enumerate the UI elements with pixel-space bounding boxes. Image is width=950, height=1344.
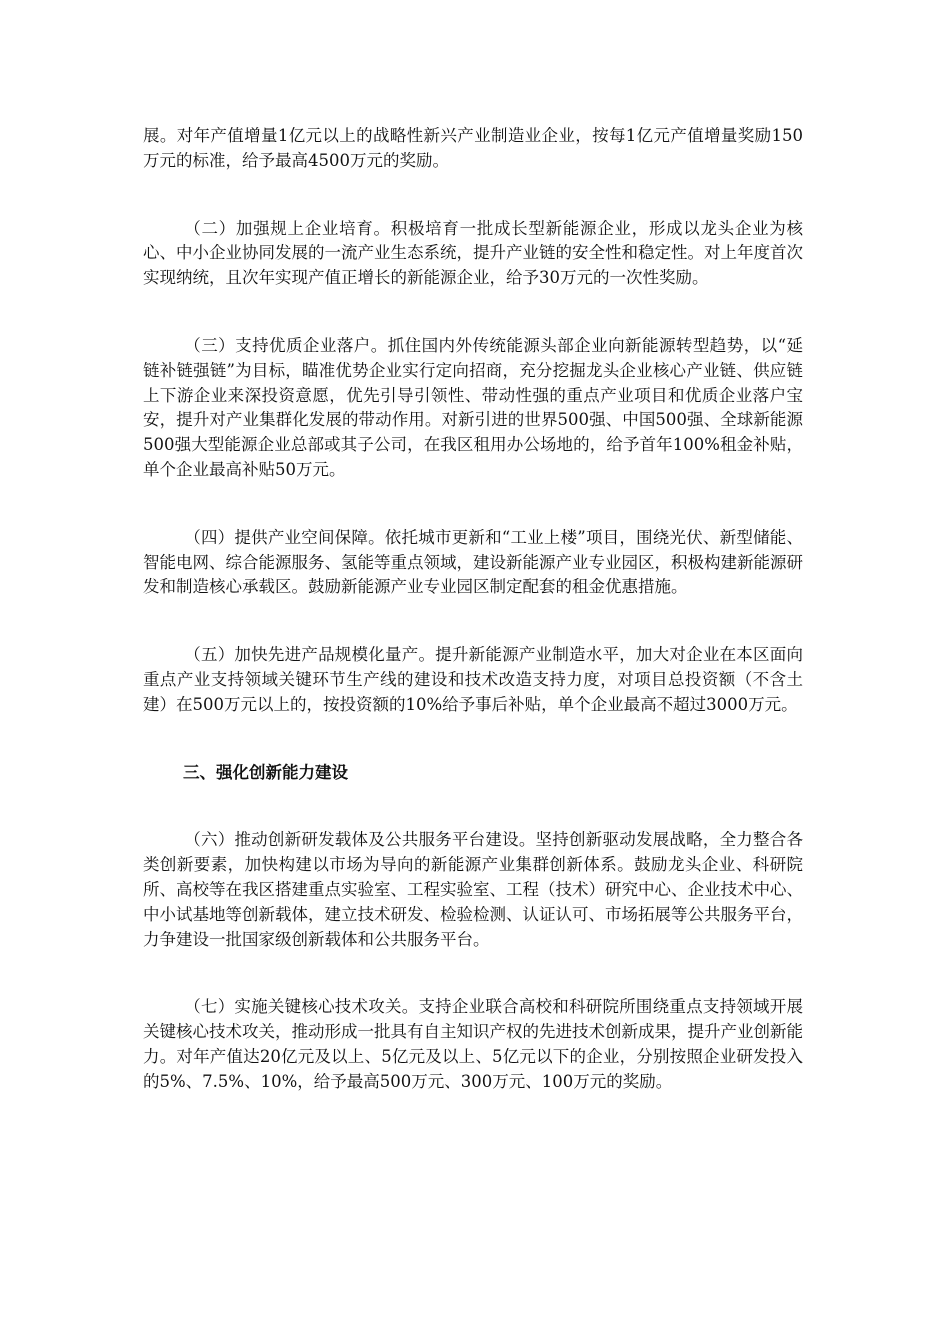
paragraph-gap xyxy=(143,483,803,526)
paragraph-gap xyxy=(143,600,803,643)
paragraph-item-3: （三）支持优质企业落户。抓住国内外传统能源头部企业向新能源转型趋势，以“延链补链强链”为目标，瞄准优势企业实行定向招商，充分挖掘龙头企业核心产业链、供应链上下游企业来深投资意愿，优先引导引领性、带动性强的重点产业项目和优质企业落户宝安，提升对产业集群化发展的带动作用。对新引进的世界500强、中国500强、全球新能源500强大型能源企业总部或其子公司，在我区租用办公场地的，给予首年100%租金补贴，单个企业最高补贴50万元。 xyxy=(143,335,803,479)
paragraph-item-7: （七）实施关键核心技术攻关。支持企业联合高校和科研院所围绕重点支持领域开展关键核心技术攻关，推动形成一批具有自主知识产权的先进技术创新成果，提升产业创新能力。对年产值达20亿元及以上、5亿元及以上、5亿元以下的企业，分别按照企业研发投入的5%、7.5%、10%，给予最高500万元、300万元、100万元的奖励。 xyxy=(143,997,803,1091)
paragraph-item-2: （二）加强规上企业培育。积极培育一批成长型新能源企业，形成以龙头企业为核心、中小企业协同发展的一流产业生态系统，提升产业链的安全性和稳定性。对上年度首次实现纳统，且次年实现产值正增长的新能源企业，给予30万元的一次性奖励。 xyxy=(143,218,803,288)
paragraph-gap xyxy=(143,952,803,995)
paragraph-item-6: （六）推动创新研发载体及公共服务平台建设。坚持创新驱动发展战略，全力整合各类创新要素，加快构建以市场为导向的新能源产业集群创新体系。鼓励龙头企业、科研院所、高校等在我区搭建重点实验室、工程实验室、工程（技术）研究中心、企业技术中心、中小试基地等创新载体，建立技术研发、检验检测、认证认可、市场拓展等公共服务平台，力争建设一批国家级创新载体和公共服务平台。 xyxy=(143,830,803,949)
paragraph-item-4: （四）提供产业空间保障。依托城市更新和“工业上楼”项目，围绕光伏、新型储能、智能电网、综合能源服务、氢能等重点领域，建设新能源产业专业园区，积极构建新能源研发和制造核心承载区。鼓励新能源产业专业园区制定配套的租金优惠措施。 xyxy=(143,527,803,597)
paragraph-item-5: （五）加快先进产品规模化量产。提升新能源产业制造水平，加大对企业在本区面向重点产业支持领域关键环节生产线的建设和技术改造支持力度，对项目总投资额（不含土建）在500万元以上的，按投资额的10%给予事后补贴，单个企业最高不超过3000万元。 xyxy=(143,645,803,714)
paragraph-gap xyxy=(143,718,803,761)
section-heading-3: 三、强化创新能力建设 xyxy=(183,762,348,782)
paragraph-gap xyxy=(143,174,803,217)
paragraph-continuation: 展。对年产值增量1亿元以上的战略性新兴产业制造业企业，按每1亿元产值增量奖励150万元的标准，给予最高4500万元的奖励。 xyxy=(143,126,803,170)
document-page xyxy=(143,124,803,1095)
paragraph-gap xyxy=(143,785,803,828)
paragraph-gap xyxy=(143,291,803,334)
